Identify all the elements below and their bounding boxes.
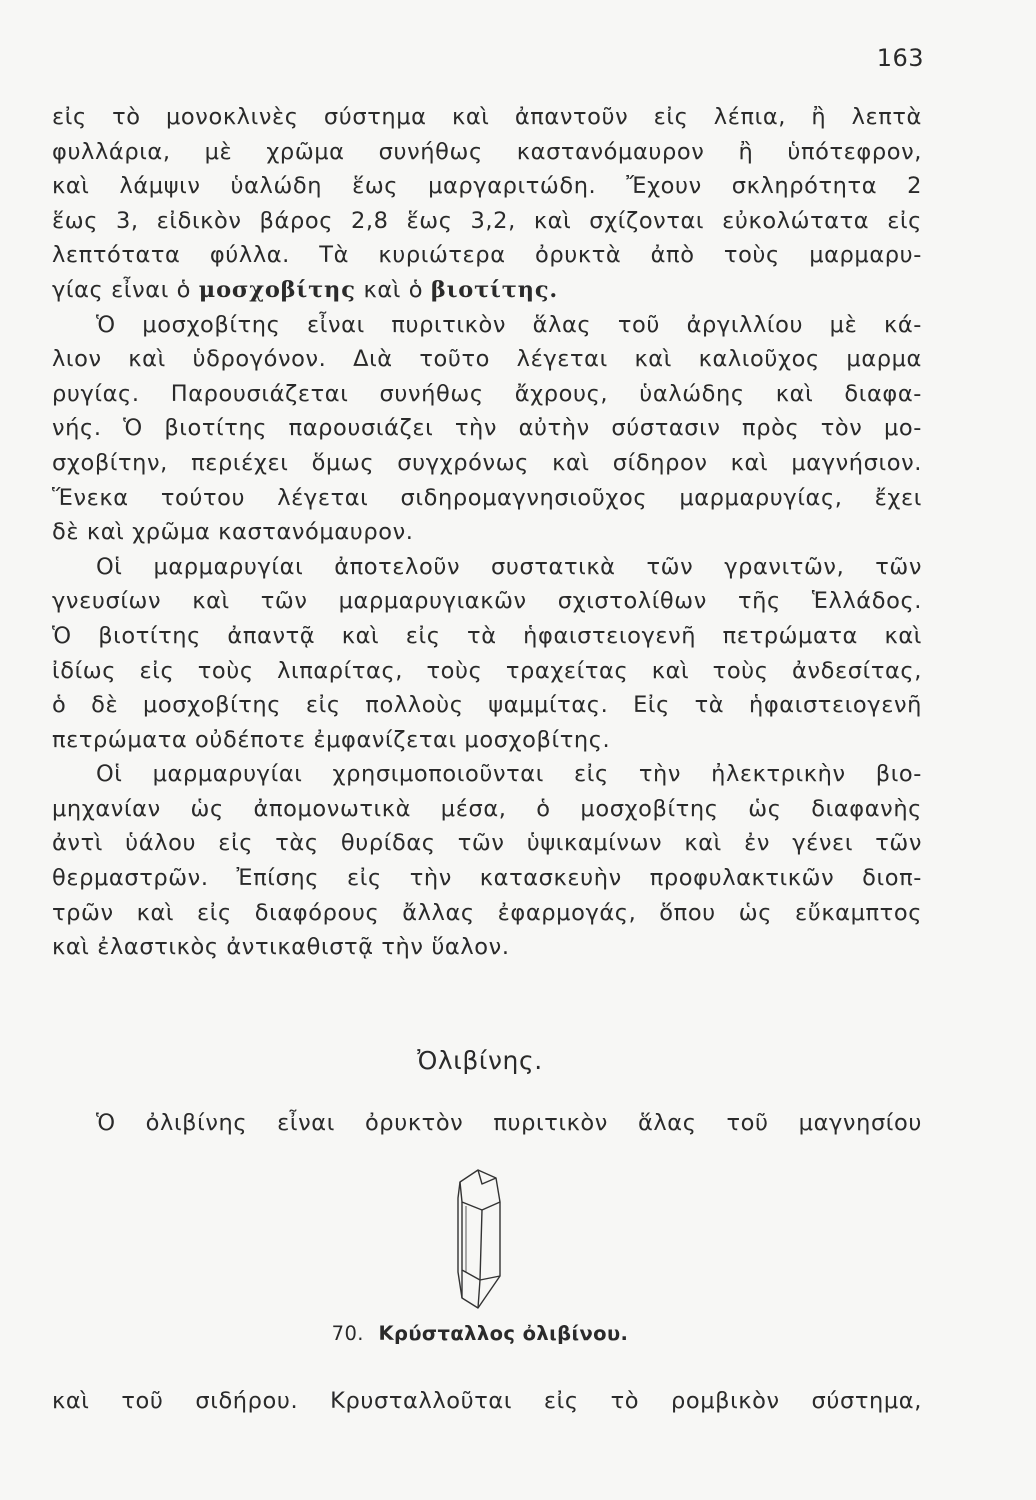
text-line: λεπτότατα φύλλα. Τὰ κυριώτερα ὀρυκτὰ ἀπὸ τοὺς μαρμαρυ- — [52, 242, 922, 269]
term-biotite: βιοτίτης. — [430, 276, 558, 303]
page-number: 163 — [876, 44, 924, 72]
text-line: ἕως 3, εἰδικὸν βάρος 2,8 ἕως 3,2, καὶ σχίζονται εὐκολώτατα εἰς — [52, 207, 922, 234]
text-line: εἰς τὸ μονοκλινὲς σύστημα καὶ ἀπαντοῦν εἰς λέπια, ἢ λεπτὰ — [52, 104, 922, 130]
olivine-crystal-figure — [438, 1168, 548, 1328]
text-line: σχοβίτην, περιέχει ὅμως συγχρόνως καὶ σίδηρον καὶ μαγνήσιον. — [52, 449, 922, 476]
text-line: Ὁ ὀλιβίνης εἶναι ὀρυκτὸν πυριτικὸν ἅλας τοῦ μαγνησίου — [96, 1110, 922, 1136]
section-heading: Ὀλιβίνης. — [417, 1046, 543, 1075]
figure-caption — [0, 1322, 960, 1345]
text-line: Οἱ μαρμαρυγίαι χρησιμοποιοῦνται εἰς τὴν ἠλεκτρικὴν βιο- — [96, 761, 922, 788]
text-line: ρυγίας. Παρουσιάζεται συνήθως ἄχρους, ὑαλώδης καὶ διαφα- — [52, 380, 922, 407]
text-line: Ἕνεκα τούτου λέγεται σιδηρομαγνησιοῦχος μαρμαρυγίας, ἔχει — [52, 484, 922, 511]
caption-title: Κρύσταλλος ὀλιβίνου. — [378, 1322, 629, 1345]
text-line: φυλλάρια, μὲ χρῶμα συνήθως καστανόμαυρον ἢ ὑπότεφρον, — [52, 138, 922, 165]
term-muscovite: μοσχοβίτης — [198, 276, 356, 303]
text-line: δὲ καὶ χρῶμα καστανόμαυρον. — [52, 519, 414, 546]
text-line: λιον καὶ ὑδρογόνον. Διὰ τοῦτο λέγεται καὶ καλιοῦχος μαρμα — [52, 346, 922, 373]
text-line: τρῶν καὶ εἰς διαφόρους ἄλλας ἐφαρμογάς, ὅπου ὡς εὔκαμπτος — [52, 899, 922, 926]
text-line: καὶ ἐλαστικὸς ἀντικαθιστᾷ τὴν ὕαλον. — [52, 934, 510, 961]
text-line: πετρώματα οὐδέποτε ἐμφανίζεται μοσχοβίτης. — [52, 726, 611, 753]
line-middle: καὶ ὁ — [363, 276, 424, 303]
crystal-edge — [460, 1182, 500, 1210]
text-line: ἀντὶ ὑάλου εἰς τὰς θυρίδας τῶν ὑψικαμίνων καὶ ἐν γένει τῶν — [52, 830, 922, 857]
line-prefix: γίας εἶναι ὁ — [52, 276, 192, 303]
text-line: Ὁ βιοτίτης ἀπαντᾷ καὶ εἰς τὰ ἡφαιστειογενῆ πετρώματα καὶ — [52, 622, 922, 649]
text-line: καὶ τοῦ σιδήρου. Κρυσταλλοῦται εἰς τὸ ρομβικὸν σύστημα, — [52, 1388, 922, 1414]
crystal-edge — [478, 1210, 482, 1308]
text-line: Οἱ μαρμαρυγίαι ἀποτελοῦν συστατικὰ τῶν γρανιτῶν, τῶν — [96, 553, 922, 580]
text-line: νής. Ὁ βιοτίτης παρουσιάζει τὴν αὐτὴν σύστασιν πρὸς τὸν μο- — [52, 415, 922, 442]
text-line: θερμαστρῶν. Ἐπίσης εἰς τὴν κατασκευὴν προφυλακτικῶν διοπ- — [52, 865, 922, 892]
text-line: ἰδίως εἰς τοὺς λιπαρίτας, τοὺς τραχείτας καὶ τοὺς ἀνδεσίτας, — [52, 657, 922, 684]
text-line: μηχανίαν ὡς ἀπομονωτικὰ μέσα, ὁ μοσχοβίτης ὡς διαφανὴς — [52, 795, 922, 822]
text-line — [52, 273, 922, 308]
text-line: καὶ λάμψιν ὑαλώδη ἕως μαργαριτώδη. Ἔχουν σκληρότητα 2 — [52, 173, 922, 200]
text-line: ὁ δὲ μοσχοβίτης εἰς πολλοὺς ψαμμίτας. Εἰς τὰ ἡφαιστειογενῆ — [52, 692, 922, 719]
text-line: Ὁ μοσχοβίτης εἶναι πυριτικὸν ἅλας τοῦ ἀργιλλίου μὲ κά- — [96, 311, 922, 338]
text-line: γνευσίων καὶ τῶν μαρμαρυγιακῶν σχιστολίθων τῆς Ἑλλάδος. — [52, 588, 922, 615]
caption-number: 70. — [331, 1322, 364, 1345]
body-text — [52, 100, 922, 965]
